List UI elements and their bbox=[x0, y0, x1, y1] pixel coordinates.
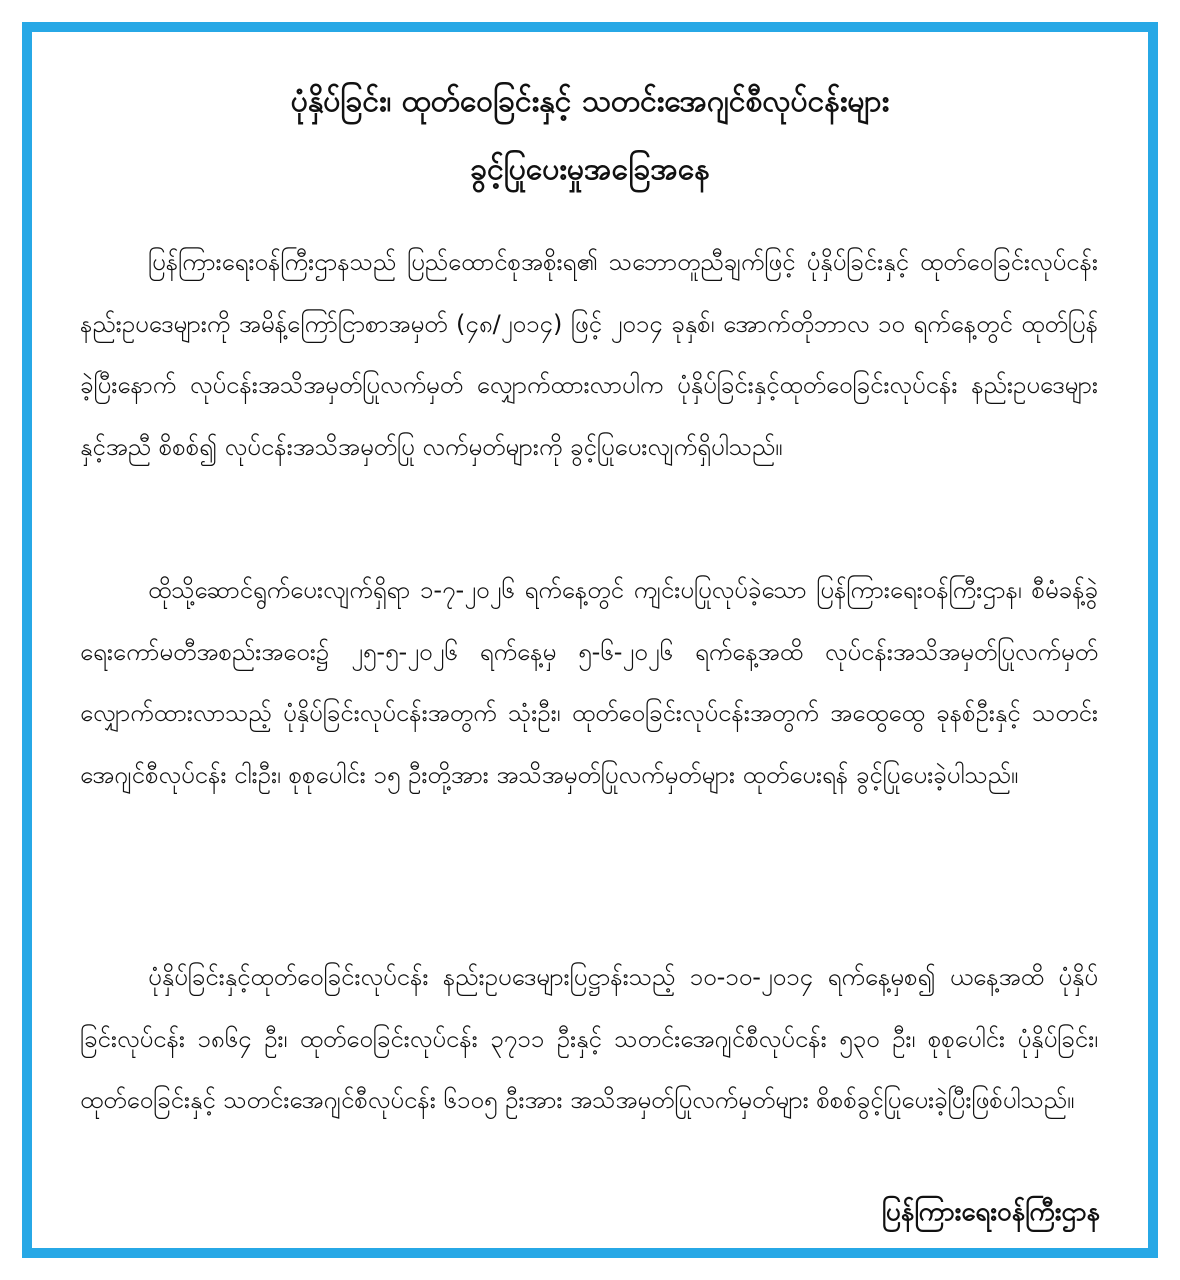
paragraph-1: ပြန်ကြားရေးဝန်ကြီးဌာနသည် ပြည်ထောင်စုအစိုးရ၏ သဘောတူညီချက်ဖြင့် ပုံနှိပ်ခြင်းနှင့် ထုတ်ဝေခြင်းလုပ်ငန်း နည်းဥပဒေများကို အမိန့်ကြော်ငြာစာအမှတ် (၄၈/၂၀၁၄) ဖြင့် ၂၀၁၄ ခုနှစ်၊ အောက်တိုဘာလ ၁၀ ရက်နေ့တွင် ထုတ်ပြန်ခဲ့ပြီးနောက် လုပ်ငန်းအသိအမှတ်ပြုလက်မှတ် လျှောက်ထားလာပါက ပုံနှိပ်ခြင်းနှင့်ထုတ်ဝေခြင်းလုပ်ငန်း နည်းဥပဒေများနှင့်အညီ စိစစ်၍ လုပ်ငန်းအသိအမှတ်ပြု လက်မှတ်များကို ခွင့်ပြုပေးလျက်ရှိပါသည်။ bbox=[80, 248, 1098, 461]
issuer-signature: ပြန်ကြားရေးဝန်ကြီးဌာန bbox=[881, 1197, 1100, 1227]
notice-title-line-1: ပုံနှိပ်ခြင်း၊ ထုတ်ဝေခြင်းနှင့် သတင်းအေဂျင်စီလုပ်ငန်းများ bbox=[290, 84, 890, 119]
notice-frame bbox=[22, 22, 1158, 1258]
paragraph-3: ပုံနှိပ်ခြင်းနှင့်ထုတ်ဝေခြင်းလုပ်ငန်း နည်းဥပဒေများပြဋ္ဌာန်းသည့် ၁၀-၁၀-၂၀၁၄ ရက်နေ့မှစ၍ ယနေ့အထိ ပုံနှိပ်ခြင်းလုပ်ငန်း ၁၈၆၄ ဦး၊ ထုတ်ဝေခြင်းလုပ်ငန်း ၃၇၁၁ ဦးနှင့် သတင်းအေဂျင်စီလုပ်ငန်း ၅၃၀ ဦး၊ စုစုပေါင်း ပုံနှိပ်ခြင်း၊ ထုတ်ဝေခြင်းနှင့် သတင်းအေဂျင်စီလုပ်ငန်း ၆၁၀၅ ဦးအား အသိအမှတ်ပြုလက်မှတ်များ စိစစ်ခွင့်ပြုပေးခဲ့ပြီးဖြစ်ပါသည်။ bbox=[80, 963, 1098, 1114]
paragraph-2: ထိုသို့ဆောင်ရွက်ပေးလျက်ရှိရာ ၁-၇-၂၀၂၆ ရက်နေ့တွင် ကျင်းပပြုလုပ်ခဲ့သော ပြန်ကြားရေးဝန်ကြီးဌာန၊ စီမံခန့်ခွဲရေးကော်မတီအစည်းအဝေး၌ ၂၅-၅-၂၀၂၆ ရက်နေ့မှ ၅-၆-၂၀၂၆ ရက်နေ့အထိ လုပ်ငန်းအသိအမှတ်ပြုလက်မှတ် လျှောက်ထားလာသည့် ပုံနှိပ်ခြင်းလုပ်ငန်းအတွက် သုံးဦး၊ ထုတ်ဝေခြင်းလုပ်ငန်းအတွက် အထွေထွေ ခုနစ်ဦးနှင့် သတင်းအေဂျင်စီလုပ်ငန်း ငါးဦး၊ စုစုပေါင်း ၁၅ ဦးတို့အား အသိအမှတ်ပြုလက်မှတ်များ ထုတ်ပေးရန် ခွင့်ပြုပေးခဲ့ပါသည်။ bbox=[80, 576, 1098, 789]
notice-title-line-2: ခွင့်ပြုပေးမှုအခြေအနေ bbox=[470, 152, 710, 187]
